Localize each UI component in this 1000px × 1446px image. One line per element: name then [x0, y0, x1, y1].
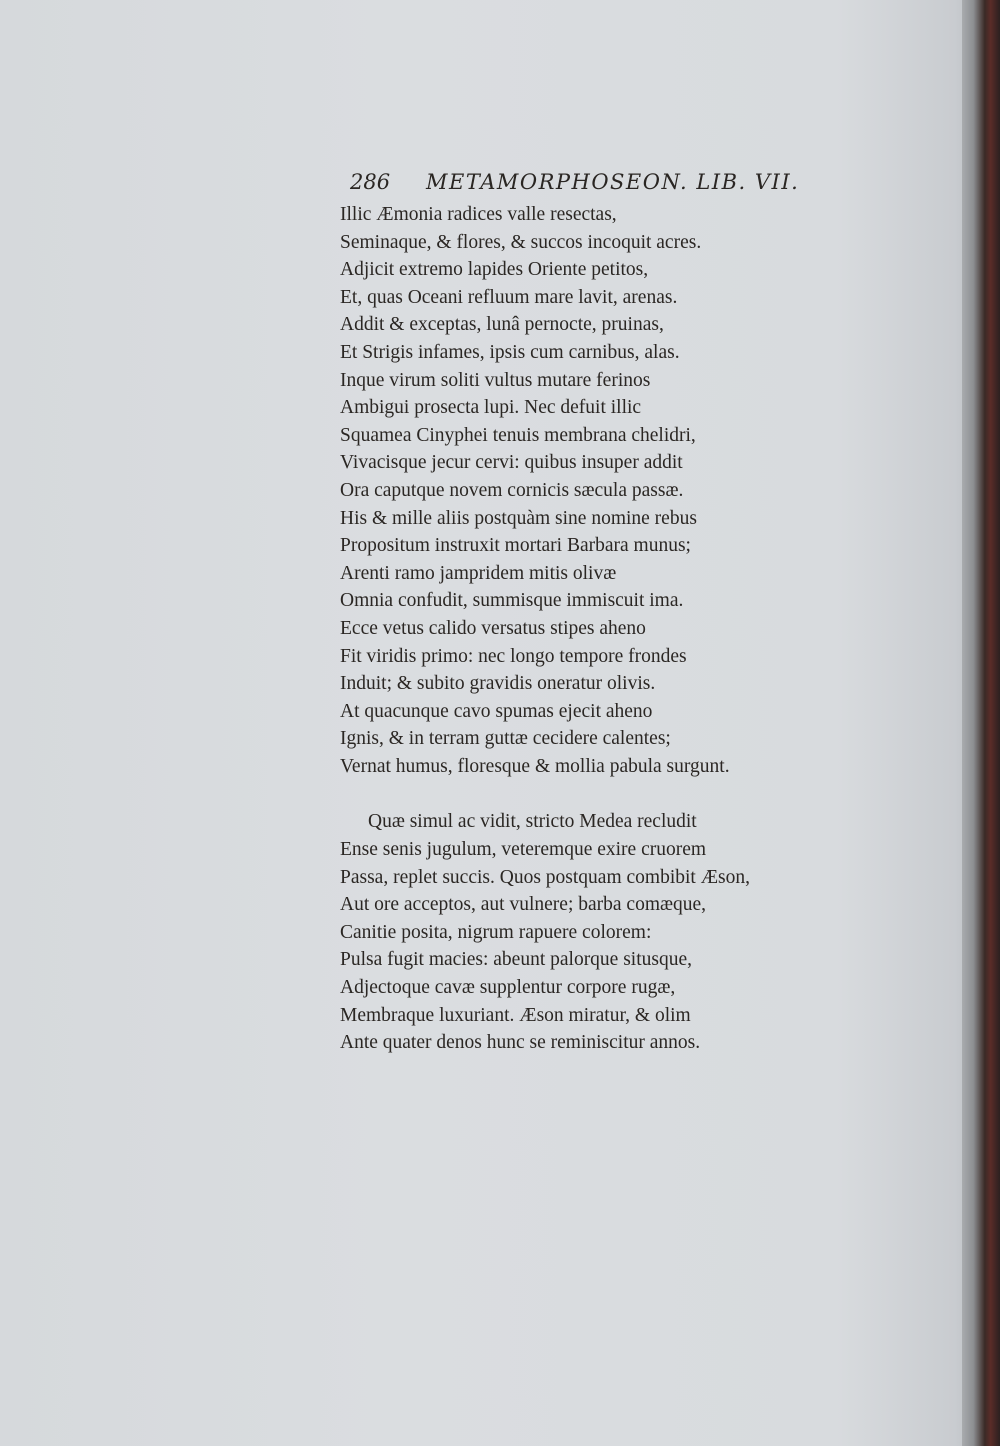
verse-line: Illic Æmonia radices valle resectas,	[340, 204, 617, 225]
verse-line: Passa, replet succis. Quos postquam combibit Æson,	[340, 866, 751, 888]
verse-line: Arenti ramo jampridem mitis olivæ	[340, 562, 617, 584]
verse-line: Vivacisque jecur cervi: quibus insuper addit	[340, 452, 683, 474]
verse-line: Membraque luxuriant. Æson miratur, & olim	[340, 1004, 691, 1026]
verse-line: Ignis, & in terram guttæ cecidere calentes;	[340, 728, 671, 750]
stanza-gap	[340, 780, 820, 808]
verse-line: Induit; & subito gravidis oneratur olivis.	[340, 673, 656, 695]
verse-line: Inque virum soliti vultus mutare ferinos	[340, 369, 651, 391]
poem-text	[340, 201, 820, 1057]
verse-line: Omnia confudit, summisque immiscuit ima.	[340, 590, 684, 612]
stanza-2	[340, 808, 820, 1056]
verse-line: Seminaque, & flores, & succos incoquit acres.	[340, 231, 702, 253]
verse-line: Ambigui prosecta lupi. Nec defuit illic	[340, 397, 642, 419]
running-head	[350, 170, 860, 200]
verse-line: Quæ simul ac vidit, stricto Medea recludit	[368, 811, 697, 833]
verse-line: Et Strigis infames, ipsis cum carnibus, alas.	[340, 341, 680, 363]
verse-line: Adjicit extremo lapides Oriente petitos,	[340, 259, 649, 281]
verse-line: Vernat humus, floresque & mollia pabula surgunt.	[340, 755, 730, 777]
stanza-1	[340, 201, 820, 780]
verse-line: Aut ore acceptos, aut vulnere; barba comæque,	[340, 894, 707, 916]
verse-line: Addit & exceptas, lunâ pernocte, pruinas,	[340, 314, 664, 336]
verse-line: His & mille aliis postquàm sine nomine rebus	[340, 507, 697, 529]
verse-line: At quacunque cavo spumas ejecit aheno	[340, 700, 653, 722]
verse-line: Ecce vetus calido versatus stipes aheno	[340, 617, 646, 639]
verse-line: Et, quas Oceani refluum mare lavit, arenas.	[340, 286, 678, 308]
verse-line: Ante quater denos hunc se reminiscitur annos.	[340, 1032, 701, 1054]
verse-line: Squamea Cinyphei tenuis membrana chelidri,	[340, 424, 696, 446]
page-title: METAMORPHOSEON. LIB. VII.	[426, 170, 800, 194]
verse-line: Propositum instruxit mortari Barbara munus;	[340, 535, 691, 557]
verse-line: Ense senis jugulum, veteremque exire cruorem	[340, 839, 707, 861]
verse-line: Ora caputque novem cornicis sæcula passæ.	[340, 479, 684, 501]
book-gutter	[962, 0, 1000, 1446]
page-number: 286	[350, 170, 391, 194]
verse-line: Fit viridis primo: nec longo tempore frondes	[340, 645, 687, 667]
verse-line: Pulsa fugit macies: abeunt palorque situsque,	[340, 949, 693, 971]
verse-line: Canitie posita, nigrum rapuere colorem:	[340, 921, 652, 943]
verse-line: Adjectoque cavæ supplentur corpore rugæ,	[340, 977, 676, 999]
